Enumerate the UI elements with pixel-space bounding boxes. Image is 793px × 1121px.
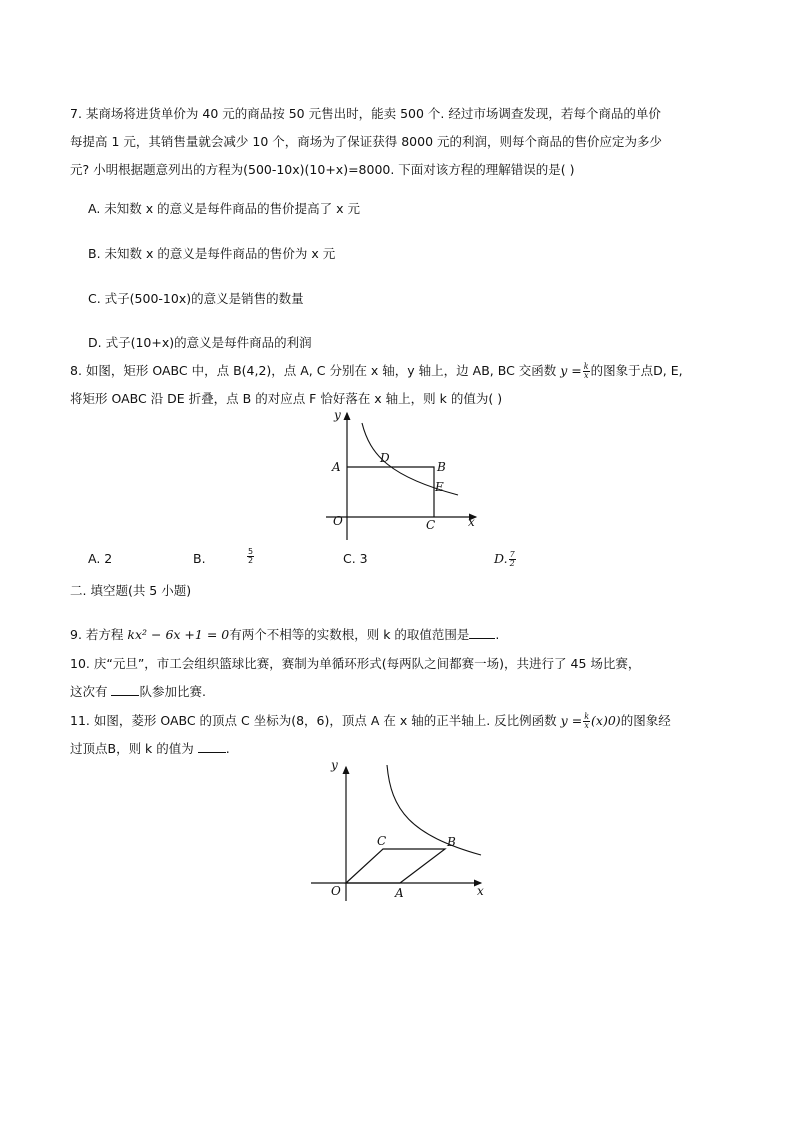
q8-option-d-num: 7 <box>509 550 515 559</box>
q8-label-d: D <box>380 451 390 465</box>
q7-option-b: B. 未知数 x 的意义是每件商品的售价为 x 元 <box>88 246 336 261</box>
q10-answer-blank <box>111 683 139 696</box>
q8-option-b-den: 2 <box>248 556 254 565</box>
q11-func-fraction <box>583 713 590 730</box>
q8-option-b-num: 5 <box>248 547 254 556</box>
q9-answer-blank <box>469 626 495 639</box>
q8-label-y: y <box>334 408 341 422</box>
q9-equation: kx² − 6x +1 = 0 <box>127 627 230 642</box>
q11-line-2 <box>70 739 230 759</box>
q8-label-c: C <box>426 518 436 532</box>
q7-option-a: A. 未知数 x 的意义是每件商品的售价提高了 x 元 <box>88 201 360 216</box>
q9-line <box>70 625 499 645</box>
q9-prefix: 9. 若方程 <box>70 627 124 642</box>
q8-option-d-label: D. <box>494 551 508 566</box>
q8-option-b-fraction <box>247 548 254 565</box>
q8-label-e: E <box>435 480 444 494</box>
q11-prefix: 过顶点B，则 k 的值为 <box>70 741 198 756</box>
section-heading: 二. 填空题(共 5 小题) <box>70 583 192 598</box>
q8-label-b: B <box>437 460 446 474</box>
q8-func-numerator: k <box>583 362 589 371</box>
q11-label-c: C <box>377 834 387 848</box>
q8-option-c: C. 3 <box>343 551 368 566</box>
q8-option-b-label: B. <box>193 551 206 566</box>
q8-line-1-text: 8. 如图，矩形 OABC 中，点 B(4,2)，点 A, C 分别在 x 轴，y 轴上，边 AB, BC 交函数 <box>70 363 557 378</box>
q7-line-3: 元? 小明根据题意列出的方程为(500-10x)(10+x)=8000. 下面对该方程的理解错误的是( ) <box>70 162 575 177</box>
q8-option-d <box>494 549 517 569</box>
q7-line-2: 每提高 1 元，其销售量就会减少 10 个，商场为了保证获得 8000 元的利润，则每个商品的售价应定为多少 <box>70 134 663 149</box>
q11-func-condition: (x)0) <box>591 713 621 728</box>
q11-line-1-text: 11. 如图，菱形 OABC 的顶点 C 坐标为(8，6)，顶点 A 在 x 轴的正半轴上. 反比例函数 <box>70 713 557 728</box>
q11-figure <box>305 755 490 905</box>
q8-option-d-fraction <box>509 551 516 568</box>
q11-label-b: B <box>447 835 456 849</box>
q10-line-2 <box>70 682 206 702</box>
q11-func-denominator: x <box>584 721 589 730</box>
q9-suffix: 有两个不相等的实数根，则 k 的取值范围是 <box>229 627 470 642</box>
q11-label-y: y <box>331 758 338 772</box>
q10-prefix: 这次有 <box>70 684 112 699</box>
q11-line-1 <box>70 711 671 731</box>
q7-option-d: D. 式子(10+x)的意义是每件商品的利润 <box>88 335 312 350</box>
q11-func-y: y = <box>560 713 583 728</box>
q8-option-d-den: 2 <box>509 559 515 568</box>
q11-func-numerator: k <box>584 712 590 721</box>
q8-rectangle <box>347 467 434 517</box>
q8-line-2: 将矩形 OABC 沿 DE 折叠，点 B 的对应点 F 恰好落在 x 轴上，则 k 的值为( ) <box>70 391 503 406</box>
q8-figure <box>310 405 485 545</box>
q7-line-1: 7. 某商场将进货单价为 40 元的商品按 50 元售出时，能卖 500 个. 经过市场调查发现，若每个商品的单价 <box>70 106 661 121</box>
q11-answer-blank <box>198 740 226 753</box>
q8-label-x: x <box>468 515 475 529</box>
q11-label-a: A <box>395 886 404 900</box>
q8-line-1-tail: 的图象于点D, E, <box>590 363 683 378</box>
q11-label-o: O <box>331 884 341 898</box>
q8-option-a: A. 2 <box>88 551 113 566</box>
q7-option-c: C. 式子(500-10x)的意义是销售的数量 <box>88 291 304 306</box>
q8-line-1 <box>70 361 683 381</box>
q11-end: . <box>225 741 230 756</box>
q8-func-denominator: x <box>583 371 589 380</box>
q9-end: . <box>495 627 500 642</box>
q11-line-1-tail: 的图象经 <box>620 713 671 728</box>
q10-line-1: 10. 庆“元旦”，市工会组织篮球比赛，赛制为单循环形式(每两队之间都赛一场)，共进行了 45 场比赛， <box>70 656 641 671</box>
q8-option-b-value <box>246 546 255 566</box>
q8-func-fraction <box>583 363 590 380</box>
q8-label-a: A <box>332 460 341 474</box>
q10-suffix: 队参加比赛. <box>139 684 206 699</box>
q11-label-x: x <box>477 884 484 898</box>
q8-func-y: y = <box>560 363 582 378</box>
q11-rhombus <box>346 849 445 883</box>
q8-label-o: O <box>333 514 343 528</box>
q11-hyperbola <box>387 765 481 855</box>
